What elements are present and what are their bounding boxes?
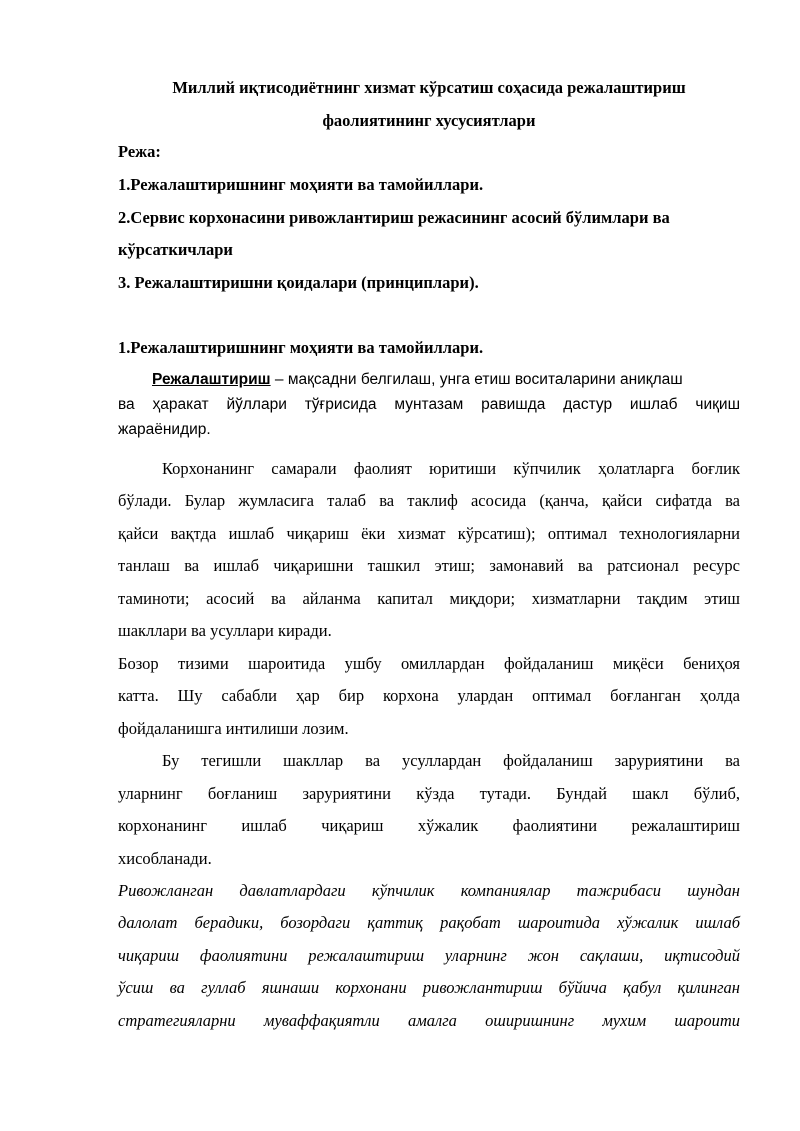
paragraph-4-line: стратегияларни муваффақиятли амалга оширишнинг мухим шароити [118,1011,740,1030]
paragraph-1-line: бўлади. Булар жумласига талаб ва таклиф асосида (қанча, қайси сифатда ва [118,491,740,510]
paragraph-1-line: Корхонанинг самарали фаолият юритиши кўпчилик ҳолатларга боғлик [162,459,740,478]
definition-line-1 [152,371,740,389]
paragraph-4-line: Ривожланган давлатлардаги кўпчилик компаниялар тажрибаси шундан [118,881,740,900]
paragraph-2-line: фойдаланишга интилиши лозим. [118,719,349,738]
document-title [118,71,740,137]
title-line-1: Миллий иқтисодиётнинг хизмат кўрсатиш соҳасида режалаштириш [172,78,686,97]
paragraph-3-line: корхонанинг ишлаб чиқариш хўжалик фаолиятини режалаштириш [118,816,740,835]
paragraph-2-line: катта. Шу сабабли ҳар бир корхона улардан оптимал боғланган ҳолда [118,686,740,705]
plan-item-2: 2.Сервис корхонасини ривожлантириш режасининг асосий бўлимлари ва [118,208,670,227]
section-heading: 1.Режалаштиришнинг моҳияти ва тамойиллари. [118,338,484,357]
plan-heading: Режа: [118,142,161,161]
paragraph-3-line: Бу тегишли шакллар ва усуллардан фойдаланиш заруриятини ва [162,751,740,770]
paragraph-4-line: ўсиш ва гуллаб яшнаши корхонани ривожлантириш бўйича қабул қилинган [118,978,740,997]
plan-item-2-cont: кўрсаткичлари [118,240,233,259]
definition-text: – мақсадни белгилаш, унга етиш воситаларини аниқлаш [270,371,683,388]
definition-line-2: ва ҳаракат йўллари тўғрисида мунтазам равишда дастур ишлаб чиқиш [118,396,740,413]
plan-item-1: 1.Режалаштиришнинг моҳияти ва тамойиллари. [118,175,484,194]
paragraph-3-line: хисобланади. [118,849,212,868]
plan-item-3: 3. Режалаштиришни қоидалари (принциплари). [118,273,479,292]
paragraph-1-line: қайси вақтда ишлаб чиқариш ёки хизмат кўрсатиш); оптимал технологияларни [118,524,740,543]
paragraph-4-line: далолат берадики, бозордаги қаттиқ рақобат шароитида хўжалик ишлаб [118,913,740,932]
definition-term: Режалаштириш [152,371,271,388]
definition-line-3: жараёнидир. [118,421,211,438]
title-line-2: фаолиятининг хусусиятлари [322,111,536,130]
paragraph-1-line: таминоти; асосий ва айланма капитал миқдори; хизматларни тақдим этиш [118,589,740,608]
paragraph-3-line: уларнинг боғланиш заруриятини кўзда тутади. Бундай шакл бўлиб, [118,784,740,803]
paragraph-1-line: шакллари ва усуллари киради. [118,621,332,640]
paragraph-1-line: танлаш ва ишлаб чиқаришни ташкил этиш; замонавий ва ратсионал ресурс [118,556,740,575]
paragraph-2-line: Бозор тизими шароитида ушбу омиллардан фойдаланиш миқёси бениҳоя [118,654,740,673]
paragraph-4-line: чиқариш фаолиятини режалаштириш уларнинг жон сақлаши, иқтисодий [118,946,740,965]
